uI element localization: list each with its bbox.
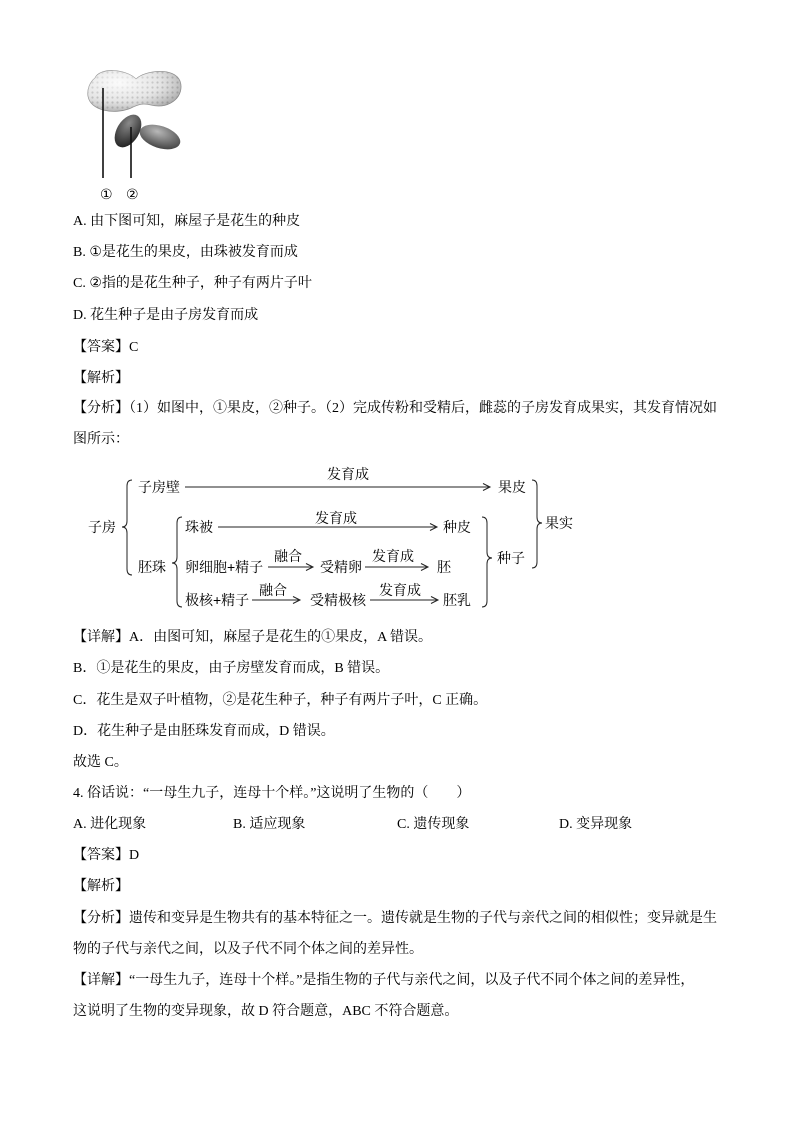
peanut-shell: [88, 71, 181, 112]
brace-ovule: [172, 517, 182, 607]
label-develops-into-2: 发育成: [315, 510, 357, 526]
label-integument: 珠被: [185, 519, 213, 535]
q4-explain-heading: 【解析】: [73, 879, 129, 894]
q3-option-c: C. ②指的是花生种子，种子有两片子叶: [73, 276, 312, 291]
q4-analysis-line-1: 【分析】遗传和变异是生物共有的基本特征之一。遗传就是生物的子代与亲代之间的相似性；变异就是生: [73, 911, 717, 926]
figure-label-2: ②: [126, 187, 139, 203]
label-fuse-1: 融合: [274, 548, 302, 564]
q3-detail-line-3: C．花生是双子叶植物，②是花生种子，种子有两片子叶，C 正确。: [73, 693, 488, 708]
q4-option-d: D. 变异现象: [559, 817, 633, 832]
label-ovary: 子房: [88, 519, 116, 535]
label-fertilized-polar: 受精极核: [310, 592, 366, 608]
fruit-development-diagram: [0, 455, 794, 620]
arrow-ovary-wall-to-pericarp: [185, 484, 490, 491]
q3-detail-line-1: 【详解】A．由图可知，麻屋子是花生的①果皮，A 错误。: [73, 630, 432, 645]
brace-ovary: [122, 480, 132, 575]
q4-answer: 【答案】D: [73, 848, 140, 863]
q3-analysis-line-2: 图所示：: [73, 432, 129, 447]
label-develops-into-1: 发育成: [327, 466, 369, 482]
label-endosperm: 胚乳: [443, 592, 471, 608]
q3-detail-line-2: B．①是花生的果皮，由子房壁发育而成，B 错误。: [73, 661, 390, 676]
label-develops-into-4: 发育成: [379, 582, 421, 598]
q3-analysis-line-1: 【分析】（1）如图中，①果皮，②种子。（2）完成传粉和受精后，雌蕊的子房发育成果实，其发育情况如: [73, 401, 717, 416]
label-ovule: 胚珠: [138, 559, 166, 575]
peanut-seed-2: [137, 120, 184, 154]
label-egg-sperm: 卵细胞+精子: [185, 559, 264, 575]
label-polar-sperm: 极核+精子: [185, 592, 250, 608]
brace-fruit: [532, 480, 542, 568]
label-seed: 种子: [497, 550, 525, 566]
label-embryo: 胚: [437, 559, 451, 575]
label-pericarp: 果皮: [498, 479, 526, 495]
q3-detail-line-4: D．花生种子是由胚珠发育而成，D 错误。: [73, 724, 335, 739]
q4-detail-line-2: 这说明了生物的变异现象，故 D 符合题意，ABC 不符合题意。: [73, 1004, 459, 1019]
q4-option-c: C. 遗传现象: [397, 817, 470, 832]
label-ovary-wall: 子房壁: [138, 479, 180, 495]
q3-conclusion: 故选 C。: [73, 755, 128, 770]
label-develops-into-3: 发育成: [372, 548, 414, 564]
label-fuse-2: 融合: [259, 582, 287, 598]
q3-option-b: B. ①是花生的果皮，由珠被发育而成: [73, 245, 298, 260]
q3-explain-heading: 【解析】: [73, 371, 129, 386]
label-seed-coat: 种皮: [443, 519, 471, 535]
q4-option-a: A. 进化现象: [73, 817, 147, 832]
figure-label-1: ①: [100, 187, 113, 203]
q4-stem: 4. 俗话说：“一母生九子，连母十个样。”这说明了生物的（ ）: [73, 786, 471, 801]
brace-seed: [482, 517, 492, 607]
q4-analysis-line-2: 物的子代与亲代之间，以及子代不同个体之间的差异性。: [73, 942, 423, 957]
peanut-figure: [0, 0, 794, 210]
label-fruit: 果实: [545, 515, 573, 531]
q4-detail-line-1: 【详解】“一母生九子，连母十个样。”是指生物的子代与亲代之间，以及子代不同个体之间的差异性，: [73, 973, 695, 988]
q4-option-b: B. 适应现象: [233, 817, 306, 832]
q3-answer: 【答案】C: [73, 340, 139, 355]
q3-option-d: D. 花生种子是由子房发育而成: [73, 308, 259, 323]
q3-option-a: A. 由下图可知，麻屋子是花生的种皮: [73, 214, 301, 229]
label-zygote: 受精卵: [320, 559, 362, 575]
